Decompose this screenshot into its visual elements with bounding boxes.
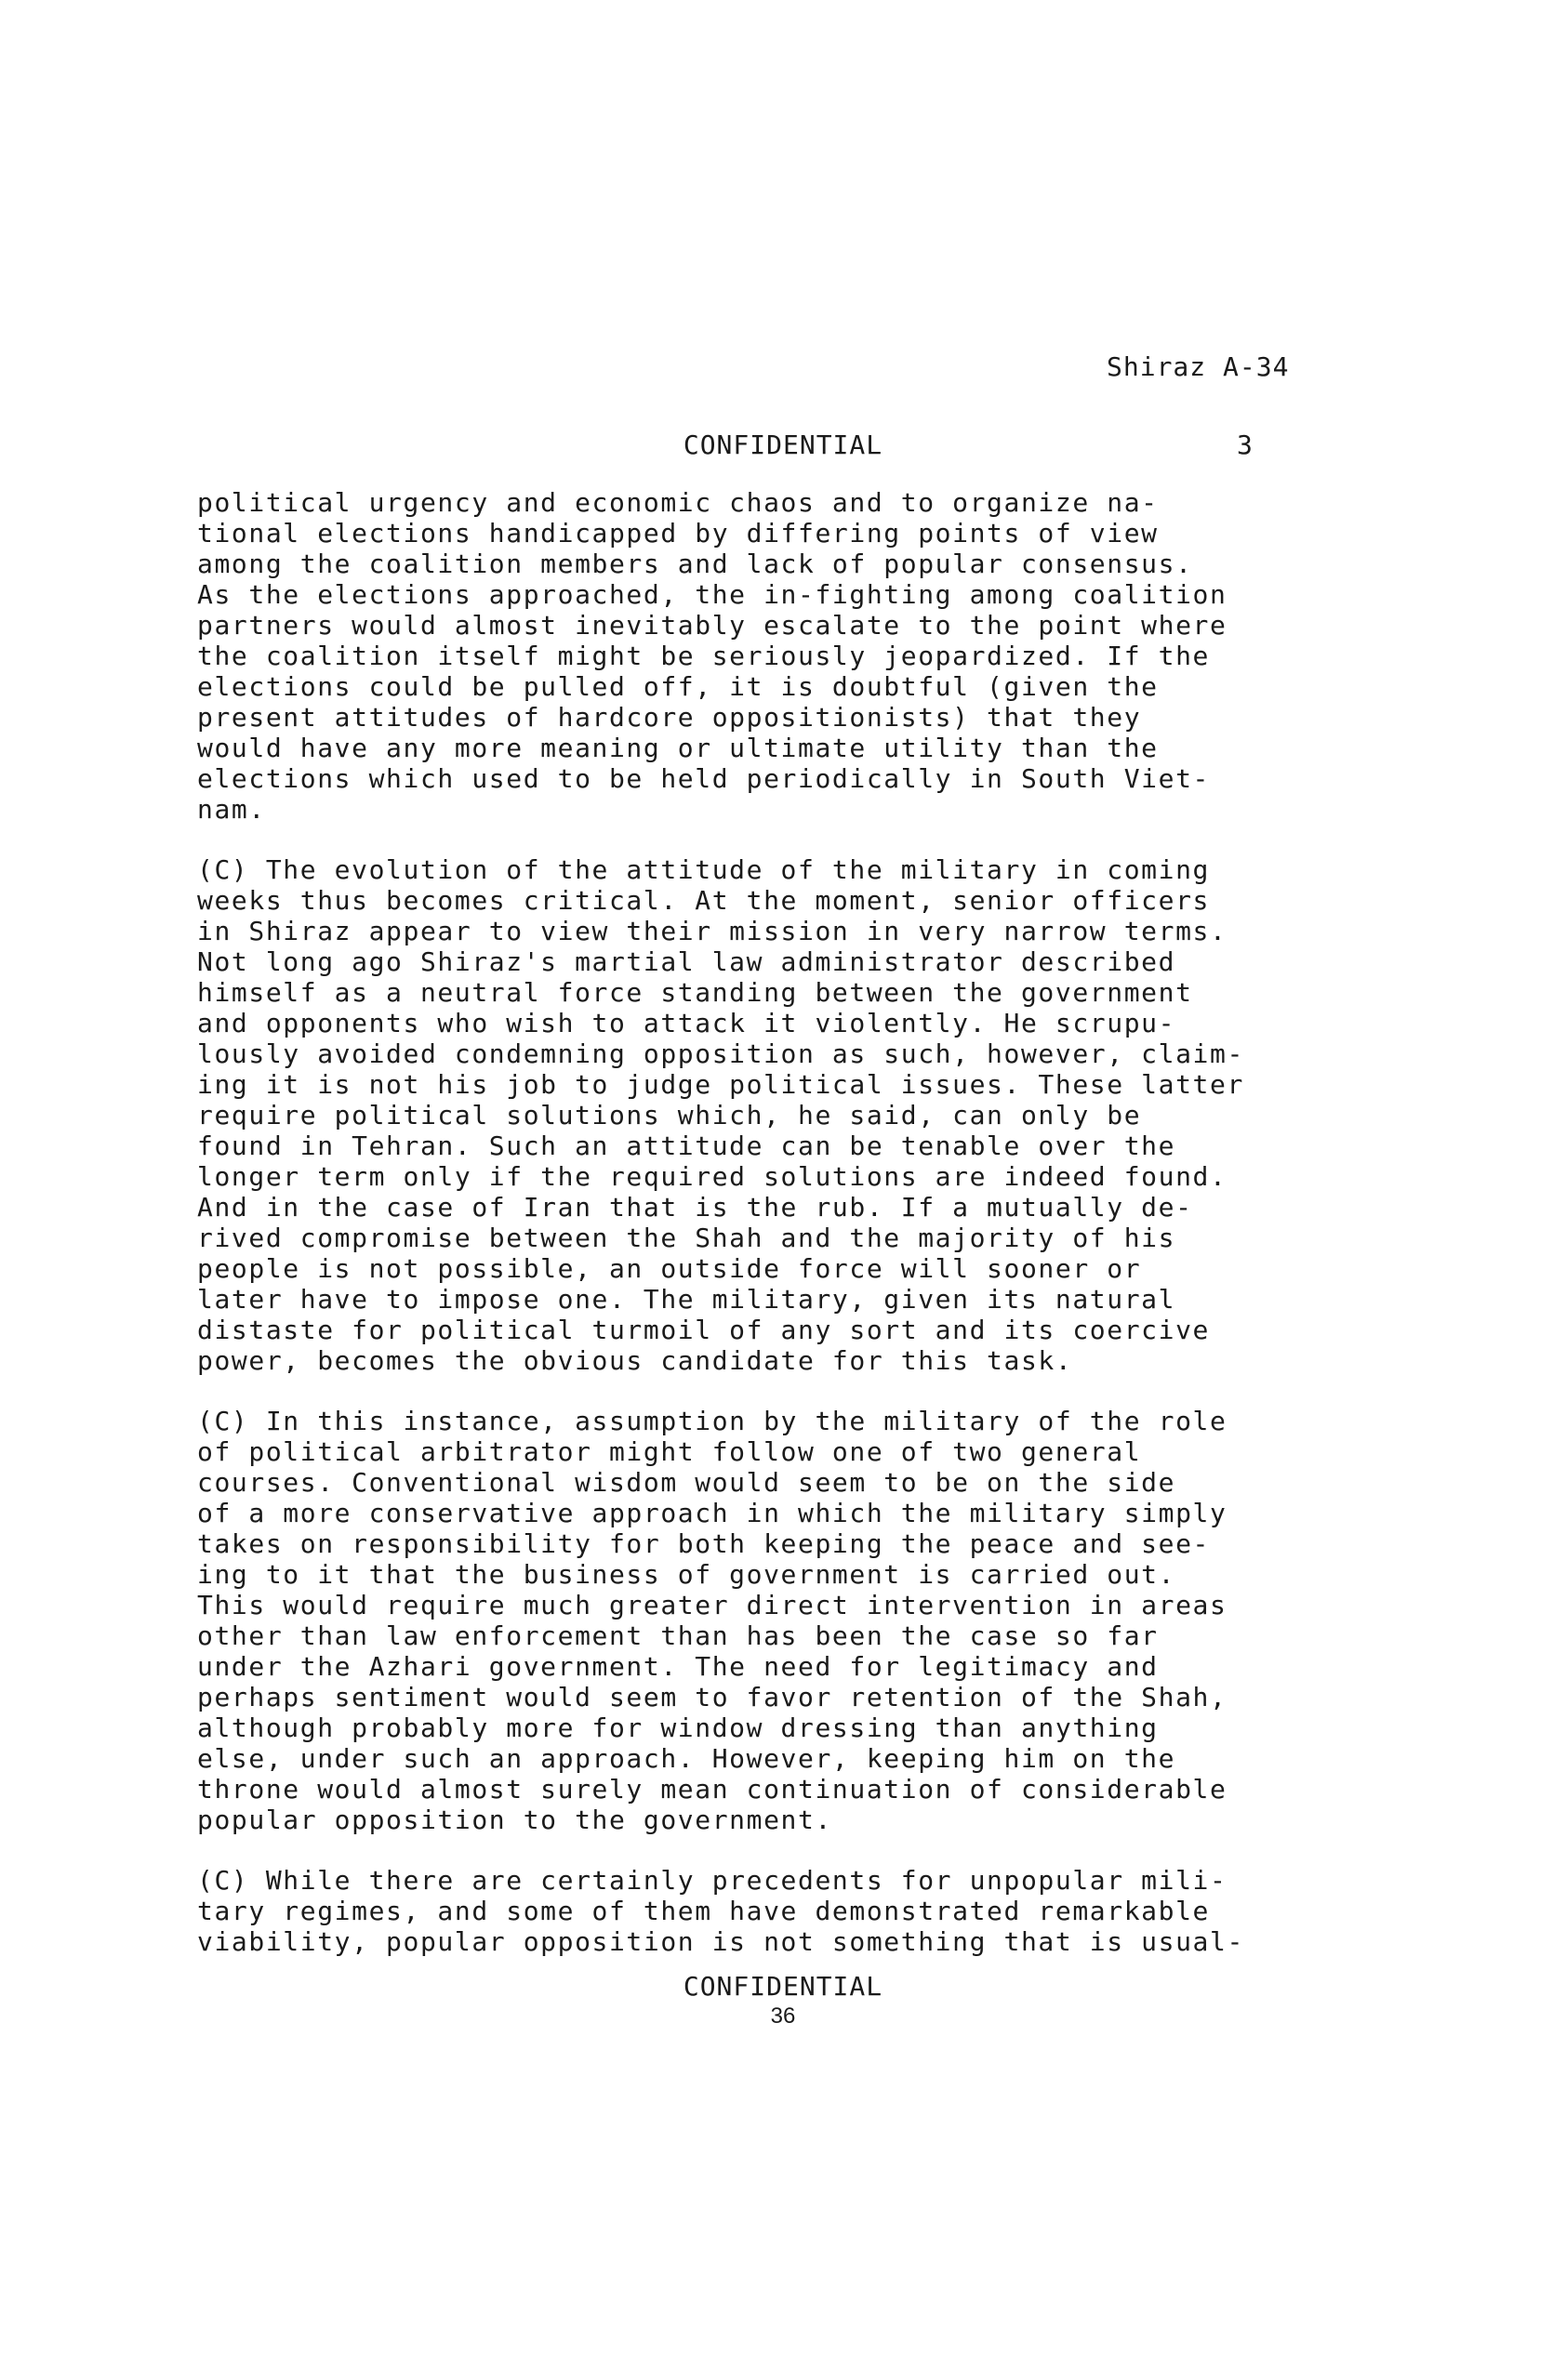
text-line: power, becomes the obvious candidate for this task. <box>197 1345 1073 1376</box>
text-line: partners would almost inevitably escalate to the point where <box>197 610 1228 641</box>
document-id: Shiraz A-34 <box>1107 351 1290 382</box>
text-line: elections could be pulled off, it is doubtful (given the <box>197 671 1159 702</box>
text-line: weeks thus becomes critical. At the moment, senior officers <box>197 885 1210 916</box>
text-line: although probably more for window dressing than anything <box>197 1712 1159 1743</box>
text-line: himself as a neutral force standing between the government <box>197 977 1193 1008</box>
body-text <box>197 487 1406 1987</box>
paragraph-3 <box>197 1406 1406 1835</box>
text-line: takes on responsibility for both keeping the peace and see- <box>197 1528 1210 1559</box>
text-line: (C) In this instance, assumption by the military of the role <box>197 1406 1228 1436</box>
text-line: of a more conservative approach in which the military simply <box>197 1498 1228 1528</box>
text-line: (C) While there are certainly precedents for unpopular mili- <box>197 1865 1228 1896</box>
text-line: require political solutions which, he said, can only be <box>197 1100 1142 1130</box>
text-line: of political arbitrator might follow one of two general <box>197 1436 1142 1467</box>
paragraph-4 <box>197 1865 1406 1957</box>
text-line: found in Tehran. Such an attitude can be tenable over the <box>197 1130 1176 1161</box>
text-line: under the Azhari government. The need for legitimacy and <box>197 1651 1159 1682</box>
text-line: political urgency and economic chaos and to organize na- <box>197 487 1159 518</box>
text-line: later have to impose one. The military, given its natural <box>197 1284 1176 1315</box>
text-line: throne would almost surely mean continuation of considerable <box>197 1774 1228 1805</box>
paragraph-1 <box>197 487 1406 825</box>
text-line: ing to it that the business of government is carried out. <box>197 1559 1176 1590</box>
text-line: nam. <box>197 794 266 825</box>
text-line: other than law enforcement than has been the case so far <box>197 1620 1159 1651</box>
text-line: among the coalition members and lack of popular consensus. <box>197 549 1193 579</box>
archive-page-number: 36 <box>770 2003 796 2029</box>
text-line: people is not possible, an outside force will sooner or <box>197 1253 1142 1284</box>
text-line: viability, popular opposition is not something that is usual- <box>197 1926 1244 1957</box>
text-line: As the elections approached, the in-fighting among coalition <box>197 579 1228 610</box>
page-footer <box>0 1971 1566 2030</box>
text-line: distaste for political turmoil of any sort and its coercive <box>197 1315 1210 1345</box>
text-line: This would require much greater direct intervention in areas <box>197 1590 1228 1620</box>
text-line: ing it is not his job to judge political issues. These latter <box>197 1069 1244 1100</box>
text-line: would have any more meaning or ultimate utility than the <box>197 733 1159 763</box>
paragraph-2 <box>197 854 1406 1376</box>
text-line: And in the case of Iran that is the rub. If a mutually de- <box>197 1192 1193 1223</box>
text-line: elections which used to be held periodically in South Viet- <box>197 763 1210 794</box>
text-line: perhaps sentiment would seem to favor retention of the Shah, <box>197 1682 1228 1712</box>
text-line: the coalition itself might be seriously jeopardized. If the <box>197 641 1210 671</box>
top-classification-marking: CONFIDENTIAL <box>683 430 883 460</box>
text-line: rived compromise between the Shah and the majority of his <box>197 1223 1176 1253</box>
text-line: (C) The evolution of the attitude of the military in coming <box>197 854 1210 885</box>
text-line: tary regimes, and some of them have demonstrated remarkable <box>197 1896 1210 1926</box>
text-line: present attitudes of hardcore oppositionists) that they <box>197 702 1142 733</box>
text-line: in Shiraz appear to view their mission in very narrow terms. <box>197 916 1228 946</box>
text-line: longer term only if the required solutions are indeed found. <box>197 1161 1228 1192</box>
text-line: Not long ago Shiraz's martial law administrator described <box>197 946 1176 977</box>
page-number: 3 <box>1237 430 1253 460</box>
bottom-classification-marking: CONFIDENTIAL <box>683 1971 883 2002</box>
text-line: popular opposition to the government. <box>197 1805 832 1835</box>
text-line: tional elections handicapped by differing points of view <box>197 518 1159 549</box>
text-line: else, under such an approach. However, keeping him on the <box>197 1743 1176 1774</box>
text-line: and opponents who wish to attack it violently. He scrupu- <box>197 1008 1176 1038</box>
text-line: lously avoided condemning opposition as such, however, claim- <box>197 1038 1244 1069</box>
text-line: courses. Conventional wisdom would seem to be on the side <box>197 1467 1176 1498</box>
